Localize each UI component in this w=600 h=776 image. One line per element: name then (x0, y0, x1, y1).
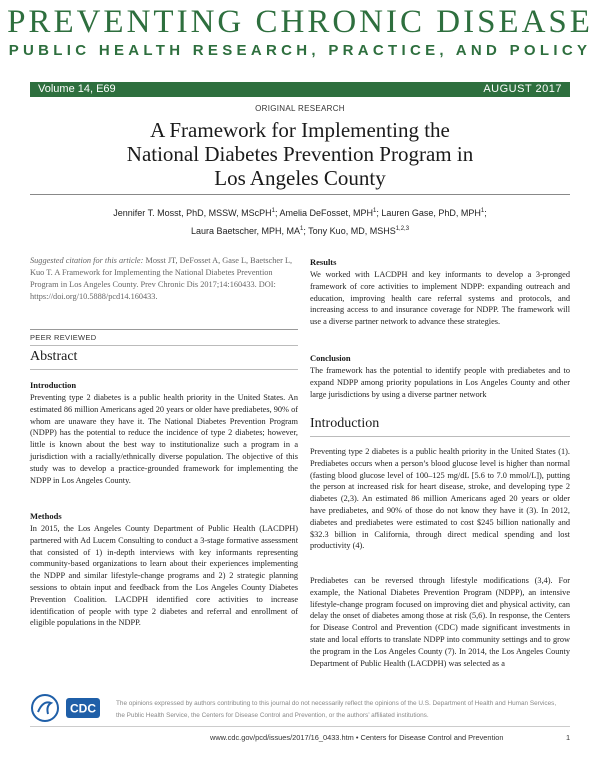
section-label: ORIGINAL RESEARCH (255, 104, 345, 113)
suggested-citation (30, 255, 298, 303)
title-line-3: Los Angeles County (214, 166, 386, 190)
author-name: Amelia DeFosset, MPH (279, 208, 373, 218)
author-line-2: Laura Baetscher, MPH, $MA^1$; Tony Kuo, MD, MSHS$^{1,2,3}$ (190, 226, 410, 236)
page-number: 1 (566, 733, 571, 742)
volume-label: Volume 14, E69 (38, 83, 116, 95)
abstract-introduction-text: Preventing type 2 diabetes is a public health priority in the United States. An estimated 86 million Americans aged 20 years or older have prediabetes, 90% of whom are unaware they have it. The National Diabetes Prevention Program (NDPP) has the potential to reduce the incidence of type 2 diabetes; however, little is known about the best way to institutionalize such a program in a jurisdiction with a racially/ethnically diverse population. The objective of this study was to develop a practice-grounded framework for implementing the NDPP in Los Angeles County. (30, 393, 298, 485)
author-name: Jennifer T. Mosst, PhD, MSSW, MScPH (113, 208, 272, 218)
abstract-methods-heading: Methods (30, 511, 62, 521)
footer-url: www.cdc.gov/pcd/issues/2017/16_0433.htm • Centers for Disease Control and Prevention (210, 733, 504, 742)
abstract-conclusion-heading: Conclusion (310, 353, 351, 363)
title-line-2: National Diabetes Prevention Program in (126, 142, 474, 166)
author-name: Laura Baetscher, MPH, MA (190, 226, 300, 236)
abstract-results-heading: Results (310, 257, 337, 267)
citation-label: Suggested citation for this article: (30, 256, 144, 265)
abstract-conclusion-text: The framework has the potential to identify people with prediabetes and to expand NDPP among priority populations in Los Angeles County and other large jurisdictions by using a diverse partner network (310, 366, 570, 399)
footer-divider (30, 726, 570, 727)
introduction-paragraph-1: Preventing type 2 diabetes is a public health priority in the United States (1). Prediabetes occurs when a person’s blood glucose level is higher than normal (fasting blood glucose level of 100–125 mg/dL [5.6 to 7.0 mmol/L]), putting the person at increased risk for heart disease, stroke, and developing type 2 diabetes (2,3). An estimated 86 million Americans aged 20 years or older have prediabetes, and 90% of those do not know they have it (3). In 2012, diabetes and prediabetes were estimated to cost $245 billion nationally and $32.3 billion in California, through direct medical spending and lost productivity (4). (310, 447, 570, 551)
author-affiliation: 1,2,3 (395, 226, 410, 232)
citation-text: Mosst JT, DeFosset A, Gase L, Baetscher L, Kuo T. A Framework for Implementing the National Diabetes Prevention Program in Los Angeles County. Prev Chronic Dis 2017;14:160433. DOI: https://doi.org/10.5888/pcd14.160433. (30, 256, 293, 301)
introduction-heading: Introduction (310, 416, 380, 431)
journal-title: PREVENTING CHRONIC DISEASE (7, 4, 593, 40)
peer-reviewed-label: PEER REVIEWED (30, 333, 97, 342)
issue-date: AUGUST 2017 (483, 83, 562, 95)
disclaimer-text: The opinions expressed by authors contributing to this journal do not necessarily reflect the opinions of the U.S. Department of Health and Human Services, the Public Health Service, the Centers for Disease Control and Prevention, or the authors’ affiliated institutions. (116, 700, 557, 719)
abstract-methods-text: In 2015, the Los Angeles County Department of Public Health (LACDPH) partnered with Ad Lucem Consulting to conduct a 3-stage formative assessment that consisted of 1) in-depth interviews with key informants representing community-based organizations to learn about their experiences implementing the NDPP and similar lifestyle-change programs and 2) 2 strategic planning sessions to obtain input and feedback from the Los Angeles County Diabetes Prevention Coalition. LACDPH identified core activities to increase identification of people with type 2 diabetes and referral and enrollment of eligible populations in the NDPP. (30, 524, 298, 628)
title-divider (30, 194, 570, 195)
cdc-logo-text: CDC (70, 701, 96, 716)
author-name: Tony Kuo, MD, MSHS (308, 226, 396, 236)
article-title (60, 118, 540, 190)
author-affiliation: 1 (299, 226, 304, 232)
peer-reviewed-divider (30, 345, 298, 346)
introduction-divider (310, 436, 570, 437)
journal-subtitle: PUBLIC HEALTH RESEARCH, PRACTICE, AND POLICY (8, 42, 592, 59)
introduction-paragraph-2: Prediabetes can be reversed through lifestyle modifications (3,4). For example, the National Diabetes Prevention Program (NDPP), an intensive lifestyle-change program focused on improving diet and physical activity, can delay the onset of diabetes among those at risk (5,6). In response, the Centers for Disease Control and Prevention (CDC) made significant investments in state and local efforts to translate NDPP into community settings and to grow the program in the Los Angeles County (7). In 2014, the Los Angeles County Department of Public Health (LACDPH) was selected as a (310, 576, 570, 668)
abstract-results-text: We worked with LACDPH and key informants to develop a 3-pronged framework of core activities to implement NDPP: expanding outreach and education, improving health care referral systems and protocols, and increasing access to and insurance coverage for NDPP. The framework will use a diverse partner network to advance these strategies. (310, 270, 570, 327)
author-affiliation: 1 (373, 208, 377, 214)
cdc-logo (30, 692, 108, 724)
author-affiliation: 1 (480, 208, 485, 214)
abstract-divider (30, 369, 298, 370)
author-line-1: Jennifer T. Mosst, PhD, MSSW, MScPH$^1$; Amelia DeFosset, MPH$^1$; Lauren Gase, PhD, MPH$^1$; (113, 208, 487, 218)
author-name: Lauren Gase, PhD, MPH (381, 208, 481, 218)
title-line-1: A Framework for Implementing the (150, 118, 450, 142)
author-list (40, 203, 560, 239)
abstract-heading: Abstract (30, 349, 78, 364)
author-affiliation: 1 (271, 208, 275, 214)
citation-divider (30, 329, 298, 330)
volume-bar (30, 82, 570, 97)
abstract-introduction-heading: Introduction (30, 380, 77, 390)
